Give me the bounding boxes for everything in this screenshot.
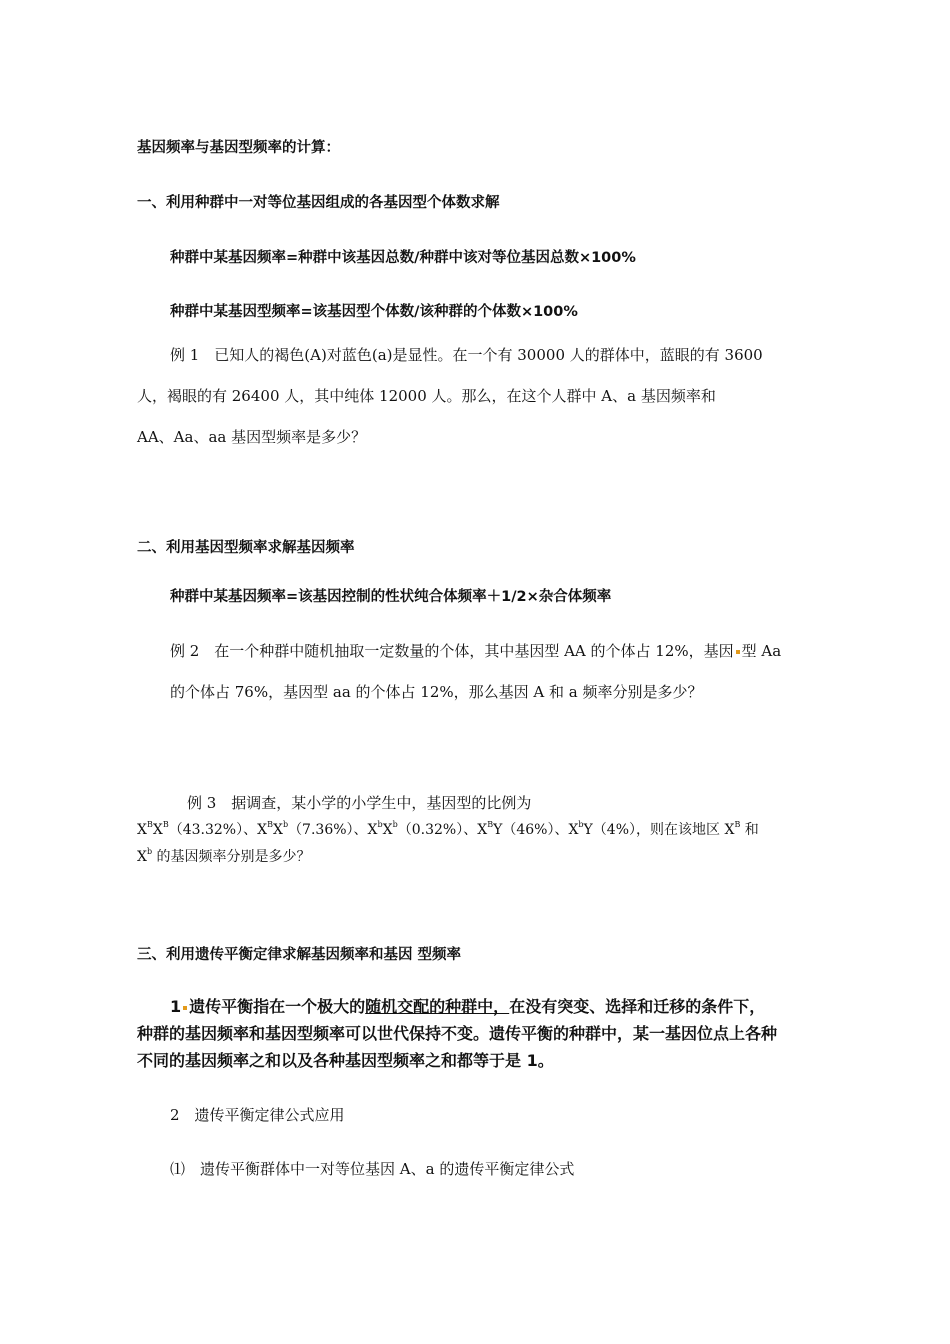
example1-line3: AA、Aa、aa 基因型频率是多少？: [137, 428, 367, 446]
section1-formula-gene-frequency: 种群中某基因频率=种群中该基因总数/种群中该对等位基因总数×100%: [170, 250, 636, 266]
section1-heading: 一、利用种群中一对等位基因组成的各基因型个体数求解: [137, 195, 500, 211]
example1-line1: 例 1 已知人的褐色(A)对蓝色(a)是显性。在一个有 30000 人的群体中，蓝眼的有 3600: [170, 346, 763, 364]
genotype-XBXB: $X^BX^B(43.32\%)$: [137, 820, 244, 838]
example2-line1: [170, 641, 781, 661]
genotype-XbY: $X^bY(4\%)$: [568, 820, 637, 838]
genotype-XBXb: $X^BX^b(7.36\%)$: [257, 820, 354, 838]
point1-line2: 种群的基因频率和基因型频率可以世代保持不变。遗传平衡的种群中，某一基因位点上各种: [137, 1024, 778, 1043]
section2-heading: 二、利用基因型频率求解基因频率: [137, 540, 355, 556]
example2-line2: 的个体占 76%，基因型 aa 的个体占 12%，那么基因 A 和 a 频率分别是多少？: [170, 683, 703, 701]
section3-heading: 三、利用遗传平衡定律求解基因频率和基因 型频率: [137, 947, 462, 963]
genotype-XBY: $X^BY(46\%)$: [477, 820, 555, 838]
point1-line3: 不同的基因频率之和以及各种基因型频率之和都等于是 1。: [137, 1051, 554, 1070]
example3-genotypes-line: $X^BX^B(43.32\%)$、$X^BX^b(7.36\%)$、$X^bX^b(0.32\%)$、$X^BY(46\%)$、$X^bY(4\%)$，则在该地区 $X^B$ 和: [137, 820, 759, 838]
genotype-XbXb: $X^bX^b(0.32\%)$: [367, 820, 464, 838]
example3-question: $X^b$ 的基因频率分别是多少？: [137, 847, 311, 865]
point1-line1: 1 遗传平衡指在一个极大的随机交配的种群中，在没有突变、选择和迁移的条件下，: [170, 997, 766, 1016]
example3-intro: 例 3 据调查，某小学的小学生中，基因型的比例为: [187, 794, 532, 812]
point2-heading: 2 遗传平衡定律公式应用: [170, 1106, 345, 1124]
example1-line2: 人，褐眼的有 26400 人，其中纯体 12000 人。那么，在这个人群中 A、a 基因频率和: [137, 387, 716, 405]
example2-line1-tail: 型 Aa: [741, 642, 782, 660]
comment-marker: [736, 650, 740, 654]
page-title: 基因频率与基因型频率的计算：: [137, 140, 340, 156]
section2-formula: 种群中某基因频率=该基因控制的性状纯合体频率＋1/2×杂合体频率: [170, 589, 612, 605]
comment-marker: [183, 1006, 187, 1010]
example2-line1-text: 例 2 在一个种群中随机抽取一定数量的个体，其中基因型 AA 的个体占 12%，基因: [170, 642, 734, 660]
point2-sub1: ⑴ 遗传平衡群体中一对等位基因 A、a 的遗传平衡定律公式: [170, 1160, 575, 1178]
section1-formula-genotype-frequency: 种群中某基因型频率=该基因型个体数/该种群的个体数×100%: [170, 304, 578, 320]
